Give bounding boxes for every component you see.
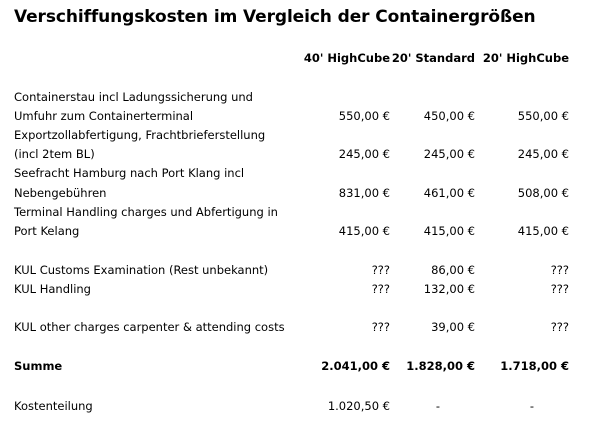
row-label-terminal-handling-line-2: Port Kelang — [14, 224, 80, 238]
row-label-summe: Summe — [14, 359, 63, 373]
cell-kul-handling-20-highcube: ??? — [550, 282, 569, 296]
cell-terminal-handling-20-highcube: 415,00 € — [517, 224, 569, 238]
row-label-containerstau-line-1: Containerstau incl Ladungssicherung und — [14, 90, 253, 104]
cell-terminal-handling-20-standard: 415,00 € — [423, 224, 475, 238]
cell-kul-handling-40-highcube: ??? — [371, 282, 390, 296]
cell-terminal-handling-40-highcube: 415,00 € — [338, 224, 390, 238]
row-label-kul-handling: KUL Handling — [14, 282, 91, 296]
cell-kul-other-20-standard: 39,00 € — [431, 320, 475, 334]
row-label-kul-customs: KUL Customs Examination (Rest unbekannt) — [14, 263, 269, 277]
cell-containerstau-40-highcube: 550,00 € — [338, 109, 390, 123]
cell-exportzoll-40-highcube: 245,00 € — [338, 147, 390, 161]
row-label-containerstau-line-2: Umfuhr zum Containerterminal — [14, 109, 194, 123]
cell-summe-20-standard: 1.828,00 € — [406, 359, 475, 373]
cell-seefracht-20-highcube: 508,00 € — [517, 186, 569, 200]
cell-seefracht-40-highcube: 831,00 € — [338, 186, 390, 200]
cell-seefracht-20-standard: 461,00 € — [423, 186, 475, 200]
row-label-kostenteilung: Kostenteilung — [14, 399, 93, 413]
row-label-terminal-handling-line-1: Terminal Handling charges und Abfertigung in — [14, 205, 278, 219]
cell-kul-other-20-highcube: ??? — [550, 320, 569, 334]
cell-summe-40-highcube: 2.041,00 € — [321, 359, 390, 373]
cell-kul-customs-20-standard: 86,00 € — [431, 263, 475, 277]
cell-kul-customs-20-highcube: ??? — [550, 263, 569, 277]
row-label-exportzoll-line-2: (incl 2tem BL) — [14, 147, 95, 161]
cell-kul-customs-40-highcube: ??? — [371, 263, 390, 277]
cell-containerstau-20-standard: 450,00 € — [423, 109, 475, 123]
column-header-40-highcube: 40' HighCube — [303, 51, 390, 65]
row-label-exportzoll-line-1: Exportzollabfertigung, Frachtbrieferstellung — [14, 128, 266, 142]
row-label-seefracht-line-2: Nebengebühren — [14, 186, 107, 200]
row-label-kul-other-charges: KUL other charges carpenter & attending costs — [14, 320, 285, 334]
column-header-20-standard: 20' Standard — [391, 51, 475, 65]
cell-kul-handling-20-standard: 132,00 € — [423, 282, 475, 296]
cell-kostenteilung-20-highcube: - — [529, 399, 534, 413]
cell-summe-20-highcube: 1.718,00 € — [500, 359, 569, 373]
cell-kostenteilung-40-highcube: 1.020,50 € — [327, 399, 390, 413]
cell-kul-other-40-highcube: ??? — [371, 320, 390, 334]
cell-exportzoll-20-standard: 245,00 € — [423, 147, 475, 161]
cell-containerstau-20-highcube: 550,00 € — [517, 109, 569, 123]
row-label-seefracht-line-1: Seefracht Hamburg nach Port Klang incl — [14, 166, 245, 180]
cell-exportzoll-20-highcube: 245,00 € — [517, 147, 569, 161]
cell-kostenteilung-20-standard: - — [435, 399, 440, 413]
page-title: Verschiffungskosten im Vergleich der Containergrößen — [14, 7, 536, 27]
column-header-20-highcube: 20' HighCube — [482, 51, 569, 65]
